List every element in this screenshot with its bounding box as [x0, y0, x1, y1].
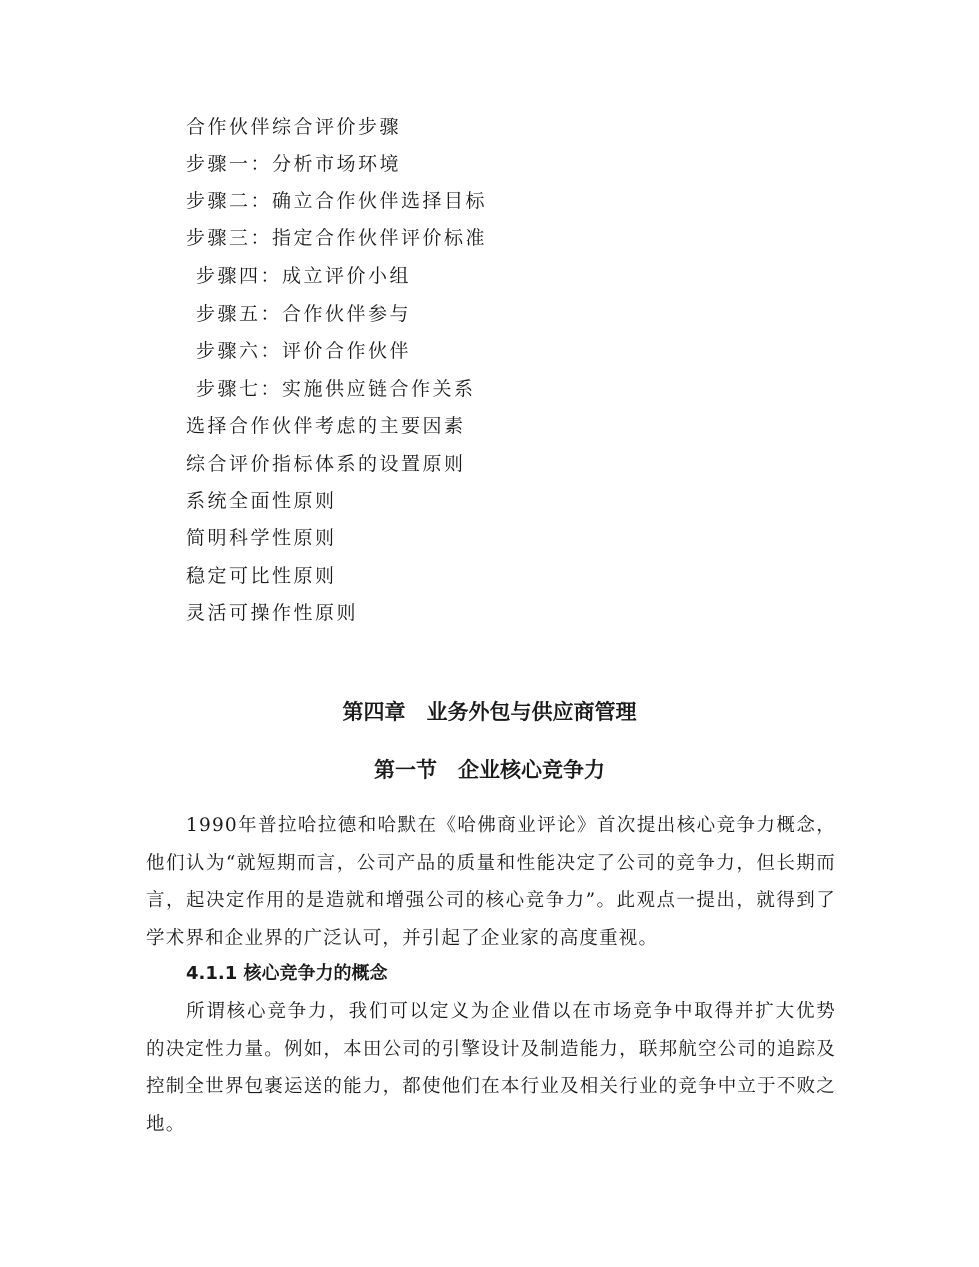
- outline-item: 选择合作伙伴考虑的主要因素: [186, 415, 466, 437]
- outline-item: 步骤五：合作伙伴参与: [196, 303, 412, 325]
- outline-item: 简明科学性原则: [186, 527, 337, 549]
- outline-item: 系统全面性原则: [186, 490, 337, 512]
- outline-item: 综合评价指标体系的设置原则: [186, 453, 466, 475]
- outline-item: 步骤六：评价合作伙伴: [196, 340, 412, 362]
- outline-item: 步骤三：指定合作伙伴评价标准: [186, 227, 488, 249]
- body-paragraph: 所谓核心竞争力，我们可以定义为企业借以在市场竞争中取得并扩大优势的决定性力量。例如，本田公司的引擎设计及制造能力，联邦航空公司的追踪及控制全世界包裹运送的能力，都使他们在本行业及相关行业的竞争中立于不败之地。: [146, 1001, 836, 1135]
- subsection-heading: 4.1.1 核心竞争力的概念: [186, 963, 388, 984]
- body-paragraph: 1990年普拉哈拉德和哈默在《哈佛商业评论》首次提出核心竞争力概念，他们认为“就短期而言，公司产品的质量和性能决定了公司的竞争力，但长期而言，起决定作用的是造就和增强公司的核心竞争力”。此观点一提出，就得到了学术界和企业界的广泛认可，并引起了企业家的高度重视。: [146, 815, 836, 949]
- outline-item: 步骤一：分析市场环境: [186, 153, 402, 175]
- outline-item: 稳定可比性原则: [186, 565, 337, 587]
- outline-item: 步骤七：实施供应链合作关系: [196, 378, 476, 400]
- section-title: 第一节 企业核心竞争力: [374, 758, 605, 782]
- outline-item: 合作伙伴综合评价步骤: [186, 116, 402, 138]
- chapter-title: 第四章 业务外包与供应商管理: [342, 700, 637, 724]
- outline-item: 步骤二：确立合作伙伴选择目标: [186, 190, 488, 212]
- outline-item: 步骤四：成立评价小组: [196, 265, 412, 287]
- outline-item: 灵活可操作性原则: [186, 602, 359, 624]
